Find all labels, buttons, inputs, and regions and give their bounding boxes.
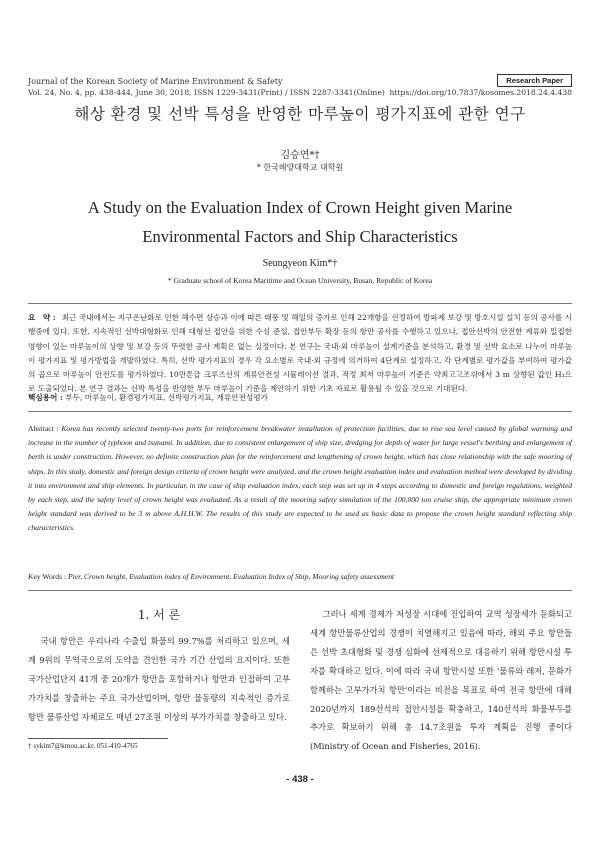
keywords-korean-label: 핵심용어 : xyxy=(28,393,63,402)
doi-link[interactable]: https://doi.org/10.7837/kosomes.2018.24.4.438 xyxy=(389,88,572,97)
abstract-korean-text: 최근 국내에서는 지구온난화로 인한 해수면 상승과 이에 따른 태풍 및 해일의 증가로 인해 22개항을 선정하여 방파제 보강 및 방호시설 설치 등의 공사를 시행중에 있다. 또한, 지속적인 선박대형화로 인해 대형선 접안을 위한 수심 준설, 접안부두 확장 등의 항만 공사를 수행하고 있으나, 접안선박의 안전한 계류와 밀접한 영향이 있는 마루높이의 상향 및 보강 등의 뚜렷한 공사 계획은 없는 실정이다. 본 연구는 국내·외 마루높이 설계기준을 분석하고, 환경 및 선박 요소로 나누어 마루높이 평가지표 및 평가방법을 개발하였다. 특히, 선박 평가지표의 경우 각 요소별로 국내·외 규정에 의거하여 4단계로 설정하고, 각 단계별로 평가값을 부여하여 평가값의 곱으로 마루높이 안전도를 평가하였다. 10만톤급 크루즈선의 계류안전성 시뮬레이션 결과, 적정 최저 마루높이 기준은 약최고고조위에서 3 m 상향된 값인 H₁으로 도출되었다. 본 연구 결과는 선박 특성을 반영한 부두 마루높이 기준을 제안하기 위한 기초 자료로 활용될 수 있을 것으로 기대된다. xyxy=(28,313,572,394)
keywords-korean xyxy=(28,392,572,403)
keywords-english-text: Pier, Crown height, Evaluation index of Environment, Evaluation Index of Ship, Mooring safety assessment xyxy=(67,572,395,581)
author-korean: 김승연*† xyxy=(280,150,320,161)
affiliation-korean: * 한국해양대학교 대학원 xyxy=(256,163,344,172)
title-korean: 해상 환경 및 선박 특성을 반영한 마루높이 평가지표에 관한 연구 xyxy=(74,105,526,123)
volume-info: Vol. 24, No. 4, pp. 438-444, June 30, 2018, ISSN 1229-3431(Print) / ISSN 2287-3341(Online) xyxy=(28,88,385,97)
footnote-rule xyxy=(28,738,168,739)
divider xyxy=(28,303,572,304)
body-right-column: 그러나 세계 경제가 저성장 시대에 진입하여 교역 성장세가 둔화되고 세계 항만물류산업의 경쟁이 치열해지고 있음에 따라, 해외 주요 항만들은 선박 초대형화 및 경쟁 심화에 선제적으로 대응하기 위해 항만시설 투자를 확대하고 있다. 이에 따라 국내 항만시설 또한 '물류와 레저, 문화가 함께하는 고부가가치 항만'이라는 비전을 목표로 하여 전국 항만에 대해 2020년까지 189선석의 접안시설을 확충하고, 140선석의 화물부두를 추가로 확보하기 위해 총 14.7조원을 투자 계획을 진행 중이다(Ministry of Ocean and Fisheries, 2016). xyxy=(310,609,572,752)
affiliation-english: * Graduate school of Korea Maritime and Ocean University, Busan, Republic of Korea xyxy=(167,276,433,285)
corresponding-footnote: † sykim7@kmou.ac.kr, 051-410-4765 xyxy=(28,742,138,750)
abstract-english-text: Korea has recently selected twenty-two ports for reinforcement breakwater installation of protection facilities, due to rise sea level caused by global warming and increase in the number of typhoon and tsunami. In addition, due to consistent enlargement of ship size, dredging for depth of water for large vessel's berthing and enlargement of berth is under construction. However, no definite construction plan for the reinforcement and lengthening of crown height, which has close relationship with the safe mooring of ships. In this study, domestic and foreign design criteria of crown height were analyzed, and the crown height evaluation index and evaluation method were developed by dividing it into environment and ship elements. In particular, in the case of ship evaluation index, each step was set up in 4 steps according to domestic and foreign regulations, weighted by each step, and the safety level of crown height was evaluated. As a result of the mooring safety simulation of the 100,000 ton cruise ship, the appropriate minimum crown height standard was derived to be 3 m above A.H.H.W. The results of this study are expected to be used as basic data to propose the crown height standard reflecting ship characteristics. xyxy=(28,424,572,533)
keywords-english xyxy=(28,572,572,581)
divider xyxy=(28,590,572,591)
abstract-english xyxy=(28,422,572,536)
abstract-korean xyxy=(28,311,572,397)
keywords-english-label: Key Words : xyxy=(28,572,67,581)
keywords-korean-text: 부두, 마루높이, 환경평가지표, 선박평가지표, 계류안전성평가 xyxy=(65,393,268,402)
author-english: Seungyeon Kim*† xyxy=(262,258,338,269)
title-english: A Study on the Evaluation Index of Crown Height given Marine Environmental Factors and Ship Characteristics xyxy=(87,198,513,246)
page-number: - 438 - xyxy=(286,774,314,785)
body-left-column: 국내 항만은 우리나라 수출입 화물의 99.7%를 처리하고 있으며, 세계 9위의 무역국으로의 도약을 견인한 국가 기간 산업의 요지이다. 또한 국가산업단지 41개 중 20개가 항만을 포함하거나 항만과 인접하여 고부가가치를 창출하는 주요 국가산업이며, 항만 물동량의 지속적인 증가로 항만 물류산업 자체로도 매년 27조원 이상의 부가가치를 창출하고 있다. xyxy=(28,636,290,722)
article-type-badge: Research Paper xyxy=(497,74,572,87)
divider xyxy=(28,411,572,412)
abstract-english-label: Abstract : xyxy=(28,424,59,433)
journal-name: Journal of the Korean Society of Marine Environment & Safety xyxy=(28,77,283,86)
section-heading: 1. 서 론 xyxy=(137,608,181,622)
abstract-korean-label: 요 약 : xyxy=(28,313,56,322)
